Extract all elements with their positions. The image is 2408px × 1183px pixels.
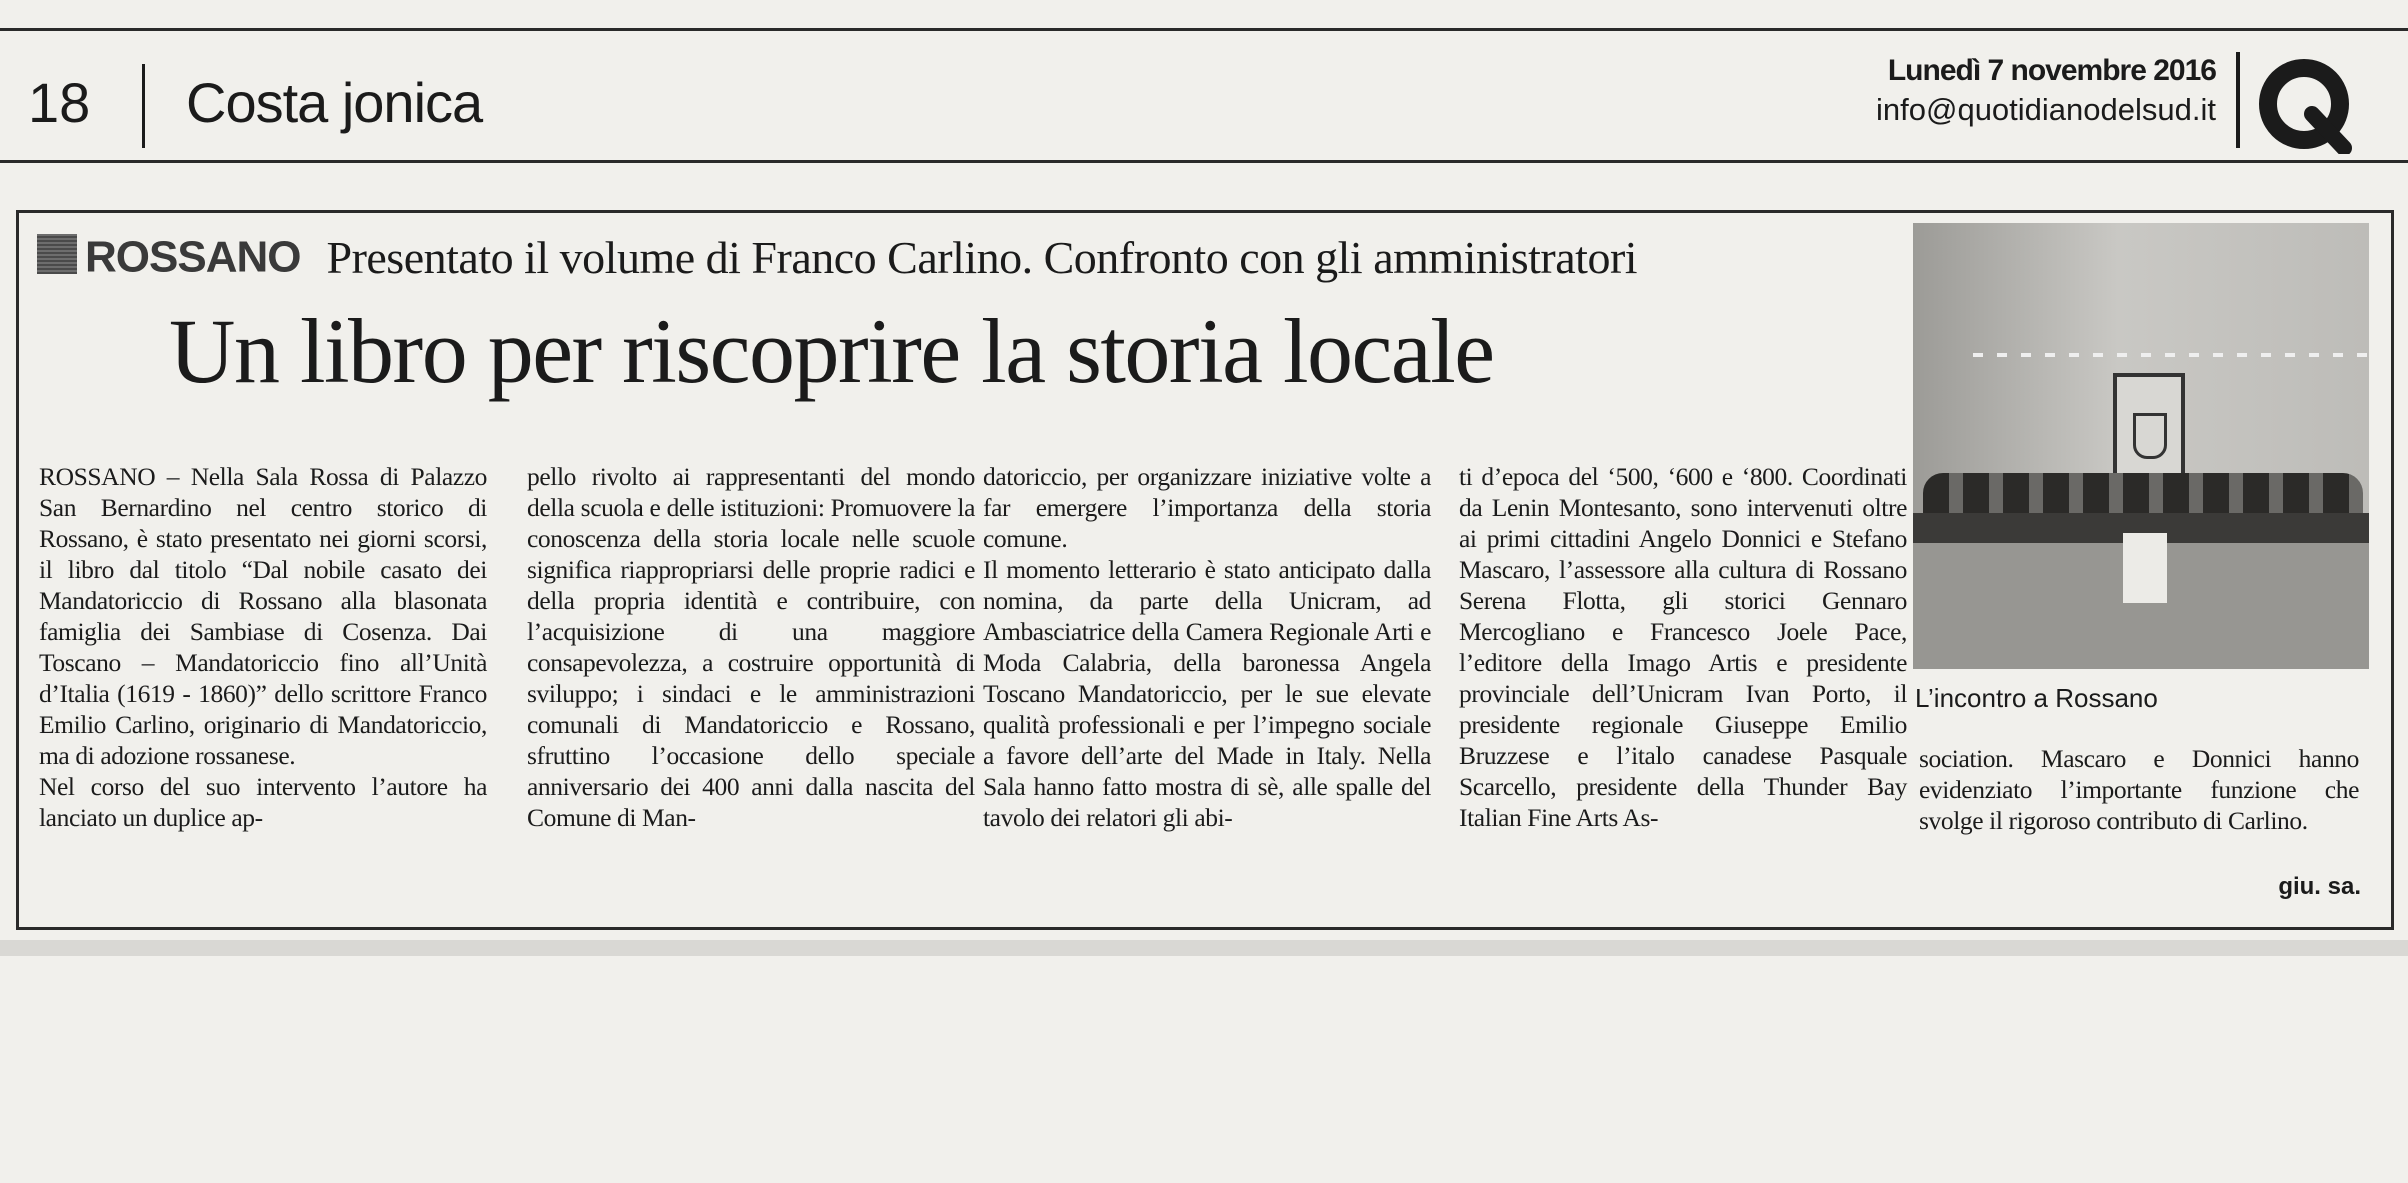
contact-email: info@quotidianodelsud.it: [1876, 92, 2216, 127]
photo-lights: [1973, 353, 2369, 357]
kicker-row: [37, 231, 1907, 291]
article-box: [16, 210, 2394, 930]
header-divider: [142, 64, 145, 148]
quotidiano-q-logo-icon: [2258, 58, 2354, 154]
logo-divider: [2236, 52, 2240, 148]
emblem-icon: [2133, 413, 2167, 459]
article-column-2: [527, 461, 975, 901]
column-2-text: pello rivolto ai rappresentanti del mondo della scuola e delle istituzioni: Promuovere la conoscenza della storia locale nelle scuole significa riappropriarsi delle proprie radici e della propria identità e contribuire, con l’acquisizione di una maggiore consapevolezza, a costruire opportunità di sviluppo; i sindaci e le amministrazioni comunali di Mandatoriccio e Rossano, sfruttino l’occasione dello speciale anniversario dei 400 anni dalla nascita del Comune di Man-: [527, 462, 975, 832]
column-3-text: datoriccio, per organizzare iniziative volte a far emergere l’importanza della storia comune. Il momento letterario è stato anticipato dalla nomina, da parte della Unicram, ad Ambasciatrice della Camera Regionale Arti e Moda Calabria, della baronessa Angela Toscano Mandatoriccio, per le sue elevate qualità professionali e per l’impegno sociale a favore dell’arte del Made in Italy. Nella Sala hanno fatto mostra di sè, alle spalle del tavolo dei relatori gli abi-: [983, 462, 1431, 832]
article-photo: [1913, 223, 2369, 669]
header-rule: [0, 160, 2408, 163]
article-column-4: [1459, 461, 1907, 901]
author-signature: giu. sa.: [2278, 873, 2361, 900]
issue-date: Lunedì 7 novembre 2016: [1887, 54, 2216, 87]
column-1-text: ROSSANO – Nella Sala Rossa di Palazzo San Bernardino nel centro storico di Rossano, è stato presentato nei giorni scorsi, il libro dal titolo “Dal nobile casato dei Mandatoriccio di Rossano alla blasonata famiglia dei Sambiase di Cosenza. Dai Toscano – Mandatoriccio fino all’Unità d’Italia (1619 - 1860)” dello scrittore Franco Emilio Carlino, originario di Mandatoriccio, ma di adozione rossanese. Nel corso del suo intervento l’autore ha lanciato un duplice ap-: [39, 462, 487, 832]
column-5-text: sociation. Mascaro e Donnici hanno evidenziato l’importante funzione che svolge il rigoroso contributo di Carlino.: [1919, 744, 2359, 835]
photo-banner: [2123, 533, 2167, 603]
top-rule: [0, 28, 2408, 31]
article-column-5: [1919, 743, 2359, 1183]
photo-caption: L’incontro a Rossano: [1915, 683, 2158, 713]
kicker-square-icon: [37, 234, 77, 274]
section-name: Costa jonica: [186, 71, 483, 134]
column-4-text: ti d’epoca del ‘500, ‘600 e ‘800. Coordinati da Lenin Montesanto, sono intervenuti oltre ai primi cittadini Angelo Donnici e Stefano Mascaro, l’assessore alla cultura di Rossano Serena Flotta, gli storici Gennaro Mercogliano e Francesco Joele Pace, l’editore della Imago Artis e presidente provinciale dell’Unicram Ivan Porto, il presidente regionale Giuseppe Emilio Bruzzese e l’italo canadese Pasquale Scarcello, presidente della Thunder Bay Italian Fine Arts As-: [1459, 462, 1907, 832]
page-number: 18: [28, 71, 91, 134]
page-bottom-edge: [0, 940, 2408, 956]
article-column-1: [39, 461, 487, 901]
article-column-3: [983, 461, 1431, 901]
headline: Un libro per riscoprire la storia locale: [169, 300, 1494, 402]
subtitle: Presentato il volume di Franco Carlino. Confronto con gli amministratori: [326, 232, 1638, 283]
page-header: [0, 40, 2408, 160]
kicker: ROSSANO: [85, 232, 301, 282]
